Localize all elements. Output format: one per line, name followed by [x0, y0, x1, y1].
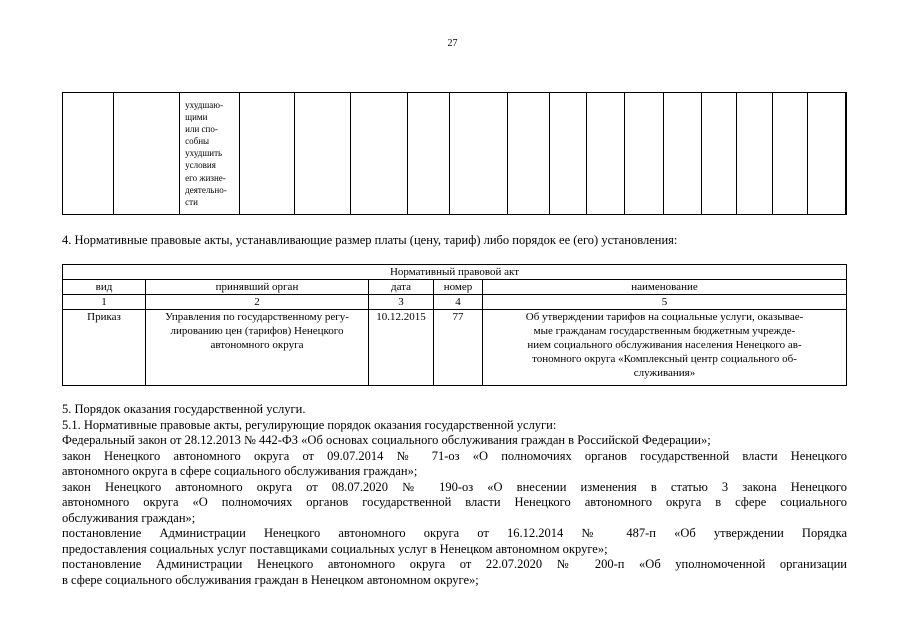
section-5 [62, 402, 847, 588]
column-numbers-row [63, 295, 847, 310]
legal-acts-table [62, 264, 847, 386]
act-name-line: тономного округа «Комплексный центр социального об- [532, 353, 797, 365]
table-cell [664, 93, 701, 215]
legal-act-item: обслуживания граждан»; [62, 510, 196, 525]
legal-act-item: постановление Администрации Ненецкого автономного округа от 22.07.2020 № 200-п «Об уполномоченной организации [62, 557, 847, 571]
act-name-line: нием социального обслуживания населения Ненецкого ав- [527, 339, 802, 351]
table-cell [846, 93, 847, 215]
act-number: 77 [434, 310, 483, 386]
legal-act-item: закон Ненецкого автономного округа от 09.07.2014 № 71-оз «О полномочиях органов государственной власти Ненецкого [62, 448, 847, 463]
act-authority-line: Управления по государственному регу- [165, 311, 349, 323]
act-kind: Приказ [63, 310, 146, 386]
legal-act-item: автономного округа «О полномочиях органов государственной власти Ненецкого автономного округа в сфере социального [62, 495, 847, 509]
column-header-name: наименование [483, 280, 847, 295]
table-cell [737, 93, 773, 215]
act-name-line: мые гражданам государственным бюджетным учрежде- [533, 325, 796, 337]
table-row [63, 93, 847, 215]
table-group-header: Нормативный правовой акт [63, 265, 847, 280]
table-cell [180, 93, 240, 215]
column-number: 2 [146, 295, 369, 310]
act-authority [146, 310, 369, 386]
table-cell [587, 93, 624, 215]
table-cell [549, 93, 586, 215]
column-number: 1 [63, 295, 146, 310]
legal-act-item: закон Ненецкого автономного округа от 08.07.2020 № 190-оз «О внесении изменения в статью 3 закона Ненецкого [62, 479, 847, 494]
legal-act-item: постановление Администрации Ненецкого автономного округа от 16.12.2014 № 487-п «Об утверждении Порядка [62, 526, 847, 540]
table-cell [407, 93, 449, 215]
section-5-heading: 5. Порядок оказания государственной услуги. [62, 402, 306, 416]
table-cell [239, 93, 295, 215]
table-cell [295, 93, 351, 215]
table-header-row [63, 280, 847, 295]
fragment-text: ухудшаю- щими или спо- собны ухудшить условия его жизне- деятельно- сти [185, 100, 227, 207]
act-authority-line: лированию цен (тарифов) Ненецкого [170, 325, 344, 337]
column-header-authority: принявший орган [146, 280, 369, 295]
table-cell [507, 93, 549, 215]
page-number: 27 [447, 38, 458, 49]
column-number: 3 [369, 295, 434, 310]
column-header-kind: вид [63, 280, 146, 295]
table-cell [701, 93, 737, 215]
table-cell [113, 93, 179, 215]
table-row [63, 265, 847, 280]
table-cell [450, 93, 508, 215]
legal-act-item: предоставления социальных услуг поставщиками социальных услуг в Ненецком автономном округе»; [62, 541, 608, 556]
table-cell [808, 93, 846, 215]
column-header-date: дата [369, 280, 434, 295]
table-cell [351, 93, 408, 215]
act-name-line: служивания» [633, 367, 696, 379]
act-date: 10.12.2015 [369, 310, 434, 386]
act-name-line: Об утверждении тарифов на социальные услуги, оказывае- [525, 311, 804, 323]
act-authority-line: автономного округа [210, 339, 304, 351]
column-header-number: номер [434, 280, 483, 295]
section-4-heading: 4. Нормативные правовые акты, устанавливающие размер платы (цену, тариф) либо порядок ее (его) установления: [62, 233, 678, 247]
legal-act-item: в сфере социального обслуживания граждан в Ненецком автономном округе»; [62, 572, 479, 587]
legal-act-item: Федеральный закон от 28.12.2013 № 442-ФЗ «Об основах социального обслуживания граждан в Российской Федерации»; [62, 433, 711, 447]
act-name [483, 310, 847, 386]
column-number: 4 [434, 295, 483, 310]
table-cell [624, 93, 663, 215]
table-cell [63, 93, 114, 215]
legal-act-item: автономного округа в сфере социального обслуживания граждан»; [62, 464, 418, 478]
table-cell [772, 93, 808, 215]
table-row [63, 310, 847, 386]
section-5-1-heading: 5.1. Нормативные правовые акты, регулирующие порядок оказания государственной услуги: [62, 417, 557, 432]
column-number: 5 [483, 295, 847, 310]
fragment-table [62, 92, 847, 215]
